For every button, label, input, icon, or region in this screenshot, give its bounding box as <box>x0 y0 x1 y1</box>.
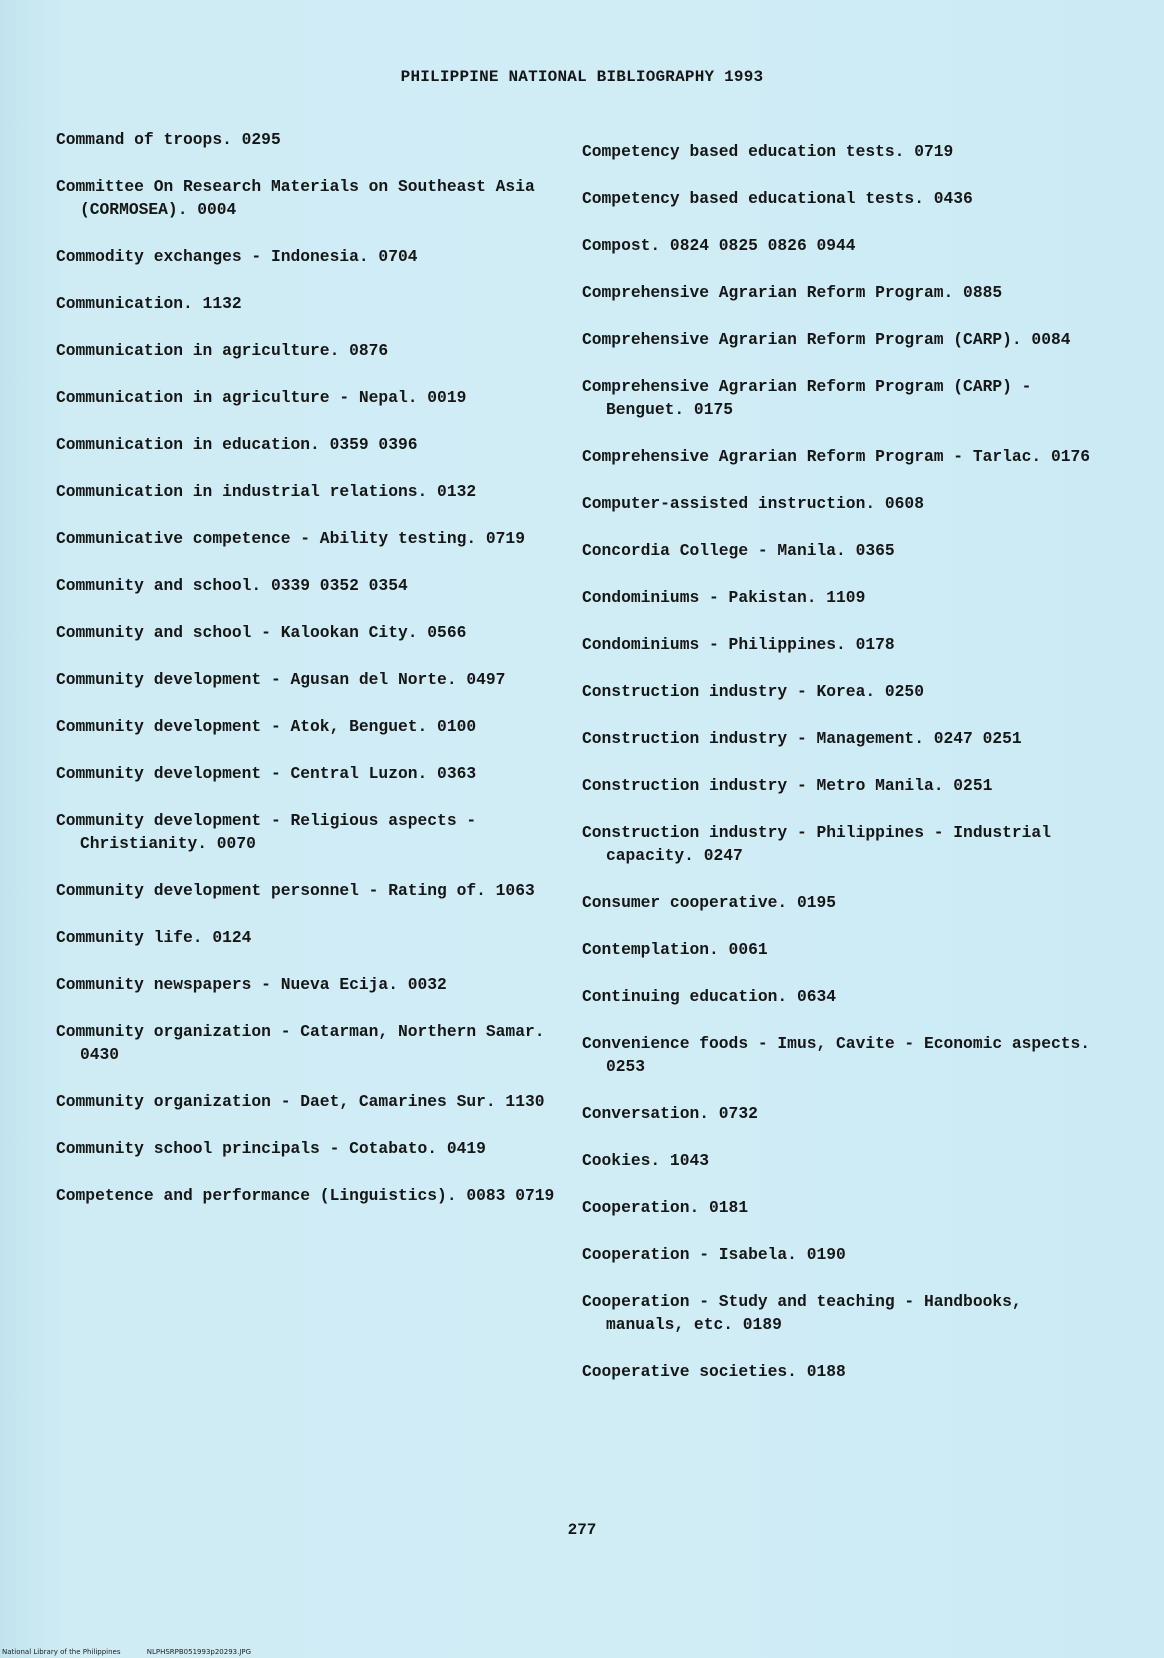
index-entry: Commodity exchanges - Indonesia. 0704 <box>56 247 418 266</box>
index-entry: Communication in industrial relations. 0132 <box>56 482 477 501</box>
index-entry: Community and school - Kalookan City. 0566 <box>56 623 467 642</box>
footer-file: NLPHSRPB051993p20293.JPG <box>146 1648 252 1656</box>
page-header: PHILIPPINE NATIONAL BIBLIOGRAPHY 1993 <box>400 68 764 86</box>
index-entry: Communication in education. 0359 0396 <box>56 435 418 454</box>
index-entry: Comprehensive Agrarian Reform Program - Tarlac. 0176 <box>582 447 1091 466</box>
index-entry: Cooperation. 0181 <box>582 1198 749 1217</box>
index-entry: Computer-assisted instruction. 0608 <box>582 494 924 513</box>
index-entry: Consumer cooperative. 0195 <box>582 893 837 912</box>
index-entry: Community newspapers - Nueva Ecija. 0032 <box>56 975 447 994</box>
right-column <box>582 140 1102 1407</box>
index-entry: Competence and performance (Linguistics). 0083 0719 <box>56 1186 555 1205</box>
index-entry: Communication. 1132 <box>56 294 242 313</box>
index-entry: Community development - Atok, Benguet. 0100 <box>56 717 477 736</box>
footer-source: National Library of the Philippines <box>2 1648 121 1656</box>
index-entry: Concordia College - Manila. 0365 <box>582 541 895 560</box>
index-entry: Comprehensive Agrarian Reform Program. 0885 <box>582 283 1003 302</box>
index-entry: Construction industry - Philippines - Industrial capacity. 0247 <box>582 823 1061 865</box>
index-entry: Cooperation - Study and teaching - Handbooks, manuals, etc. 0189 <box>582 1292 1032 1334</box>
index-entry: Contemplation. 0061 <box>582 940 768 959</box>
index-entry: Command of troops. 0295 <box>56 130 281 149</box>
index-entry: Committee On Research Materials on Southeast Asia (CORMOSEA). 0004 <box>56 177 545 219</box>
index-entry: Communication in agriculture - Nepal. 0019 <box>56 388 467 407</box>
index-entry: Cookies. 1043 <box>582 1151 710 1170</box>
index-entry: Cooperative societies. 0188 <box>582 1362 846 1381</box>
left-column <box>56 128 556 1231</box>
index-entry: Community school principals - Cotabato. 0419 <box>56 1139 486 1158</box>
page-number: 277 <box>567 1521 597 1539</box>
index-entry: Comprehensive Agrarian Reform Program (CARP) - Benguet. 0175 <box>582 377 1042 419</box>
index-entry: Competency based educational tests. 0436 <box>582 189 973 208</box>
index-entry: Community organization - Daet, Camarines Sur. 1130 <box>56 1092 545 1111</box>
index-entry: Competency based education tests. 0719 <box>582 142 954 161</box>
index-entry: Comprehensive Agrarian Reform Program (CARP). 0084 <box>582 330 1071 349</box>
index-entry: Construction industry - Korea. 0250 <box>582 682 924 701</box>
scan-footer <box>2 1648 275 1656</box>
index-entry: Community development - Religious aspects - Christianity. 0070 <box>56 811 486 853</box>
index-entry: Continuing education. 0634 <box>582 987 837 1006</box>
index-entry: Community development - Agusan del Norte. 0497 <box>56 670 506 689</box>
index-entry: Condominiums - Pakistan. 1109 <box>582 588 866 607</box>
index-entry: Conversation. 0732 <box>582 1104 758 1123</box>
index-entry: Convenience foods - Imus, Cavite - Economic aspects. 0253 <box>582 1034 1100 1076</box>
index-entry: Condominiums - Philippines. 0178 <box>582 635 895 654</box>
index-entry: Community development - Central Luzon. 0363 <box>56 764 477 783</box>
index-entry: Construction industry - Management. 0247 0251 <box>582 729 1022 748</box>
index-entry: Community and school. 0339 0352 0354 <box>56 576 408 595</box>
index-entry: Construction industry - Metro Manila. 0251 <box>582 776 993 795</box>
index-entry: Community life. 0124 <box>56 928 252 947</box>
index-entry: Communicative competence - Ability testing. 0719 <box>56 529 525 548</box>
index-entry: Community organization - Catarman, Northern Samar. 0430 <box>56 1022 555 1064</box>
index-entry: Cooperation - Isabela. 0190 <box>582 1245 846 1264</box>
index-entry: Compost. 0824 0825 0826 0944 <box>582 236 856 255</box>
index-entry: Communication in agriculture. 0876 <box>56 341 389 360</box>
index-entry: Community development personnel - Rating of. 1063 <box>56 881 535 900</box>
